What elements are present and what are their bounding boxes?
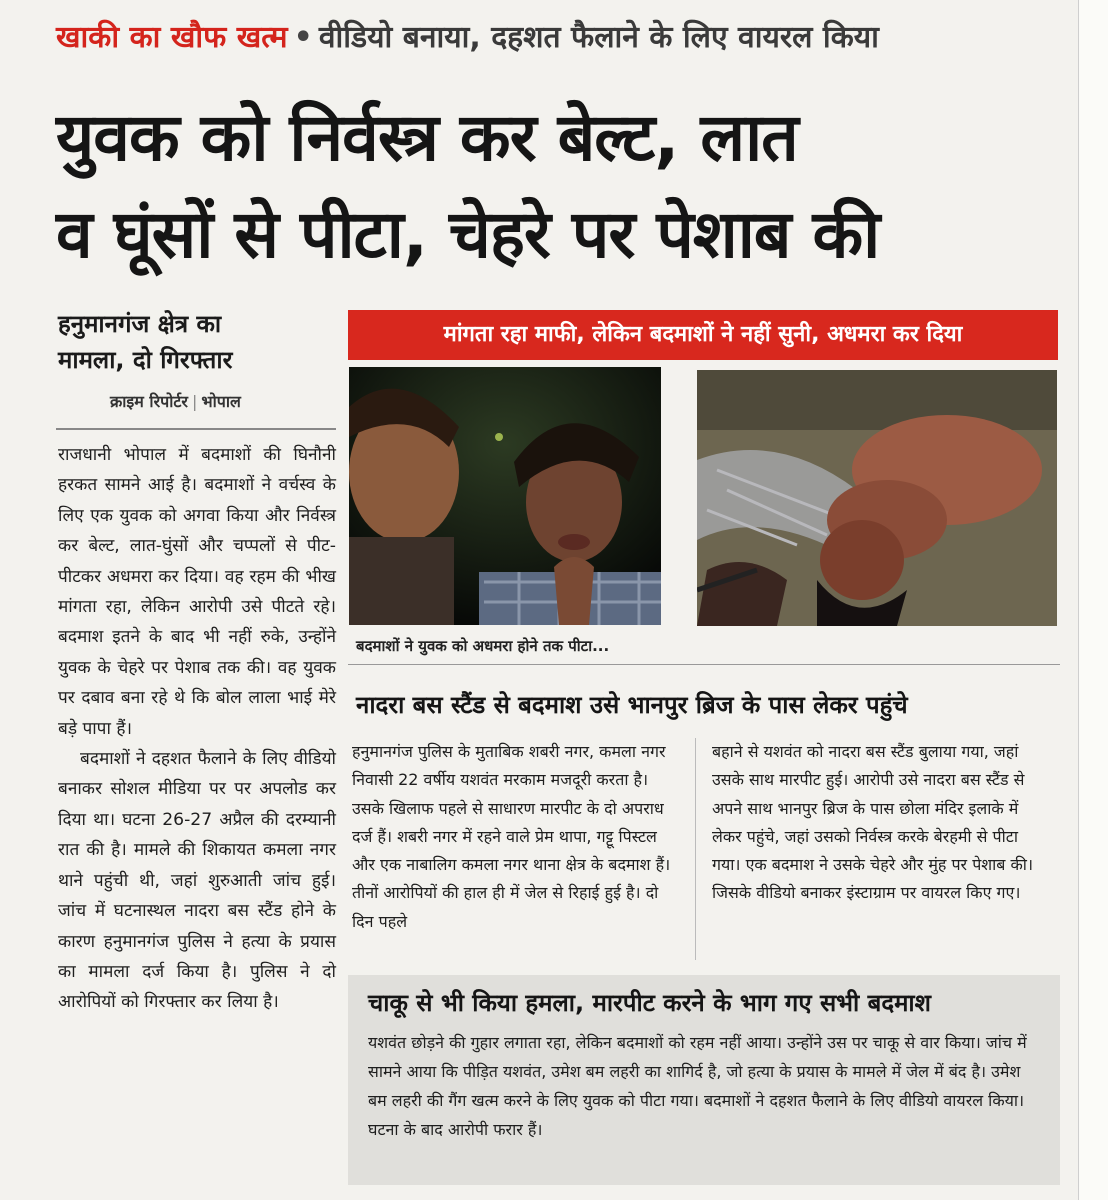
kicker-line xyxy=(56,18,879,58)
photo-men-at-night xyxy=(349,367,661,625)
byline-divider: | xyxy=(191,392,198,411)
left-article-column xyxy=(58,440,336,1018)
adjacent-page-edge xyxy=(1078,0,1108,1200)
subheadline-line-2: मामला, दो गिरफ्तार xyxy=(58,346,233,374)
photo-men-illustration xyxy=(349,367,661,625)
subheadline xyxy=(58,306,338,378)
photo-caption: बदमाशों ने युवक को अधमरा होने तक पीटा... xyxy=(356,637,610,655)
left-paragraph-2: बदमाशों ने दहशत फैलाने के लिए वीडियो बनाकर सोशल मीडिया पर पर अपलोड कर दिया था। घटना 26-27 अप्रैल की दरम्यानी रात की है। मामले की शिकायत कमला नगर थाने पहुंची थी, जहां शुरुआती जांच हुई। जांच में घटनास्थल नादरा बस स्टैंड होने के कारण हनुमानगंज पुलिस ने हत्या के प्रयास का मामला दर्ज किया है। पुलिस ने दो आरोपियों को गिरफ्तार कर लिया है। xyxy=(58,749,336,1013)
headline-line-2: व घूंसों से पीटा, चेहरे पर पेशाब की xyxy=(56,196,880,273)
byline-reporter: क्राइम रिपोर्टर xyxy=(110,392,188,411)
photo-banner: मांगता रहा माफी, लेकिन बदमाशों ने नहीं सुनी, अधमरा कर दिया xyxy=(348,310,1058,360)
section2-column-b xyxy=(712,738,1042,908)
byline-rule xyxy=(56,428,336,430)
kicker-red-label: खाकी का खौफ खत्म xyxy=(56,20,288,55)
section-divider xyxy=(348,664,1060,665)
left-paragraph-1: राजधानी भोपाल में बदमाशों की घिनौनी हरकत सामने आई है। बदमाशों ने वर्चस्व के लिए एक युवक को अगवा किया और निर्वस्त्र कर बेल्ट, लात-घुंसों और चप्पलों से पीट-पीटकर अधमरा कर दिया। वह रहम की भीख मांगता रहा, लेकिन आरोपी उसे पीटते रहे। बदमाश इतने के बाद भी नहीं रुके, उन्होंने युवक के चेहरे पर पेशाब तक की। वह युवक पर दबाव बना रहे थे कि बोल लाला भाई मेरे बड़े पापा हैं। xyxy=(58,445,336,739)
headline-line-1: युवक को निर्वस्त्र कर बेल्ट, लात xyxy=(56,99,798,176)
column-divider xyxy=(695,738,696,960)
section3-heading: चाकू से भी किया हमला, मारपीट करने के भाग गए सभी बदमाश xyxy=(368,989,931,1017)
section2-heading: नादरा बस स्टैंड से बदमाश उसे भानपुर ब्रिज के पास लेकर पहुंचे xyxy=(356,691,908,719)
photo-victim-illustration xyxy=(697,370,1057,626)
photo-victim-on-ground xyxy=(697,370,1057,626)
byline-city: भोपाल xyxy=(201,392,241,411)
subheadline-line-1: हनुमानगंज क्षेत्र का xyxy=(58,310,222,338)
byline xyxy=(110,390,241,412)
section2-column-a xyxy=(352,738,682,936)
section2-column-a-text: हनुमानगंज पुलिस के मुताबिक शबरी नगर, कमला नगर निवासी 22 वर्षीय यशवंत मरकाम मजदूरी करता है। उसके खिलाफ पहले से साधारण मारपीट के दो अपराध दर्ज हैं। शबरी नगर में रहने वाले प्रेम थापा, गट्टू पिस्टल और एक नाबालिग कमला नगर थाना क्षेत्र के बदमाश हैं। तीनों आरोपियों की हाल ही में जेल से रिहाई हुई है। दो दिन पहले xyxy=(352,742,671,931)
section3-body xyxy=(368,1028,1038,1144)
kicker-subtitle: वीडियो बनाया, दहशत फैलाने के लिए वायरल किया xyxy=(318,20,879,55)
section3-body-text: यशवंत छोड़ने की गुहार लगाता रहा, लेकिन बदमाशों को रहम नहीं आया। उन्होंने उस पर चाकू से वार किया। जांच में सामने आया कि पीड़ित यशवंत, उमेश बम लहरी का शागिर्द है, जो हत्या के प्रयास के मामले में जेल में बंद है। उमेश बम लहरी की गैंग खत्म करने के लिए युवक को पीटा गया। बदमाशों ने दहशत फैलाने के लिए वीडियो वायरल किया। घटना के बाद आरोपी फरार हैं। xyxy=(368,1033,1027,1139)
section2-column-b-text: बहाने से यशवंत को नादरा बस स्टैंड बुलाया गया, जहां उसके साथ मारपीट हुई। आरोपी उसे नादरा बस स्टैंड से अपने साथ भानपुर ब्रिज के पास छोला मंदिर इलाके में लेकर पहुंचे, जहां उसको निर्वस्त्र करके बेरहमी से पीटा गया। एक बदमाश ने उसके चेहरे और मुंह पर पेशाब की। जिसके वीडियो बनाकर इंस्टाग्राम पर वायरल किए गए। xyxy=(712,742,1034,903)
kicker-separator: • xyxy=(293,20,313,55)
